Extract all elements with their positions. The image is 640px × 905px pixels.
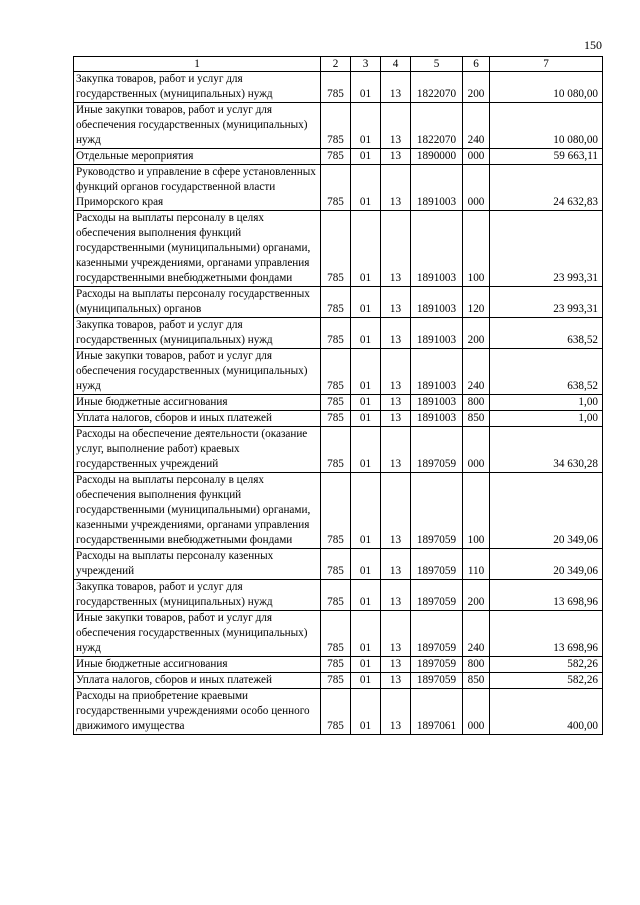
section-code-cell: 01 xyxy=(351,473,381,549)
amount-cell: 638,52 xyxy=(490,349,603,395)
subsection-code-cell: 13 xyxy=(381,427,411,473)
row-name-cell: Расходы на выплаты персоналу государственных (муниципальных) органов xyxy=(74,287,321,318)
ministry-code-cell: 785 xyxy=(321,427,351,473)
ministry-code-cell: 785 xyxy=(321,580,351,611)
target-article-cell: 1897061 xyxy=(411,689,463,735)
expense-type-cell: 120 xyxy=(463,287,490,318)
target-article-cell: 1890000 xyxy=(411,149,463,165)
row-name-cell: Иные закупки товаров, работ и услуг для обеспечения государственных (муниципальных) нужд xyxy=(74,103,321,149)
expense-type-cell: 100 xyxy=(463,473,490,549)
subsection-code-cell: 13 xyxy=(381,673,411,689)
ministry-code-cell: 785 xyxy=(321,165,351,211)
column-header: 1 xyxy=(74,57,321,72)
subsection-code-cell: 13 xyxy=(381,611,411,657)
expense-type-cell: 000 xyxy=(463,427,490,473)
row-name-cell: Расходы на обеспечение деятельности (оказание услуг, выполнение работ) краевых государственных учреждений xyxy=(74,427,321,473)
subsection-code-cell: 13 xyxy=(381,165,411,211)
amount-cell: 34 630,28 xyxy=(490,427,603,473)
subsection-code-cell: 13 xyxy=(381,149,411,165)
column-header: 2 xyxy=(321,57,351,72)
table-row xyxy=(74,349,603,395)
section-code-cell: 01 xyxy=(351,657,381,673)
row-name-cell: Отдельные мероприятия xyxy=(74,149,321,165)
ministry-code-cell: 785 xyxy=(321,473,351,549)
target-article-cell: 1897059 xyxy=(411,673,463,689)
section-code-cell: 01 xyxy=(351,673,381,689)
section-code-cell: 01 xyxy=(351,211,381,287)
target-article-cell: 1891003 xyxy=(411,211,463,287)
row-name-cell: Закупка товаров, работ и услуг для государственных (муниципальных) нужд xyxy=(74,72,321,103)
subsection-code-cell: 13 xyxy=(381,411,411,427)
ministry-code-cell: 785 xyxy=(321,149,351,165)
table-row xyxy=(74,72,603,103)
table-row xyxy=(74,395,603,411)
subsection-code-cell: 13 xyxy=(381,689,411,735)
expense-type-cell: 800 xyxy=(463,395,490,411)
row-name-cell: Иные закупки товаров, работ и услуг для обеспечения государственных (муниципальных) нужд xyxy=(74,349,321,395)
target-article-cell: 1891003 xyxy=(411,318,463,349)
header-row xyxy=(74,57,603,72)
amount-cell: 23 993,31 xyxy=(490,287,603,318)
subsection-code-cell: 13 xyxy=(381,72,411,103)
section-code-cell: 01 xyxy=(351,165,381,211)
section-code-cell: 01 xyxy=(351,349,381,395)
column-header: 3 xyxy=(351,57,381,72)
amount-cell: 24 632,83 xyxy=(490,165,603,211)
table-row xyxy=(74,165,603,211)
ministry-code-cell: 785 xyxy=(321,211,351,287)
table-row xyxy=(74,657,603,673)
row-name-cell: Уплата налогов, сборов и иных платежей xyxy=(74,673,321,689)
subsection-code-cell: 13 xyxy=(381,318,411,349)
row-name-cell: Расходы на выплаты персоналу в целях обеспечения выполнения функций государственными (муниципальными) органами, казенными учреждениями, органами управления государственными внебюджетными фондами xyxy=(74,473,321,549)
table-row xyxy=(74,549,603,580)
amount-cell: 638,52 xyxy=(490,318,603,349)
budget-table xyxy=(73,56,603,735)
amount-cell: 582,26 xyxy=(490,657,603,673)
section-code-cell: 01 xyxy=(351,549,381,580)
row-name-cell: Иные бюджетные ассигнования xyxy=(74,657,321,673)
amount-cell: 59 663,11 xyxy=(490,149,603,165)
row-name-cell: Закупка товаров, работ и услуг для государственных (муниципальных) нужд xyxy=(74,318,321,349)
section-code-cell: 01 xyxy=(351,580,381,611)
expense-type-cell: 240 xyxy=(463,349,490,395)
section-code-cell: 01 xyxy=(351,149,381,165)
section-code-cell: 01 xyxy=(351,395,381,411)
amount-cell: 13 698,96 xyxy=(490,580,603,611)
table-row xyxy=(74,580,603,611)
target-article-cell: 1891003 xyxy=(411,165,463,211)
expense-type-cell: 240 xyxy=(463,611,490,657)
ministry-code-cell: 785 xyxy=(321,395,351,411)
target-article-cell: 1891003 xyxy=(411,395,463,411)
row-name-cell: Руководство и управление в сфере установленных функций органов государственной власти Приморского края xyxy=(74,165,321,211)
table-body xyxy=(74,72,603,735)
section-code-cell: 01 xyxy=(351,611,381,657)
table-row xyxy=(74,411,603,427)
amount-cell: 10 080,00 xyxy=(490,72,603,103)
amount-cell: 13 698,96 xyxy=(490,611,603,657)
section-code-cell: 01 xyxy=(351,411,381,427)
expense-type-cell: 850 xyxy=(463,673,490,689)
table-row xyxy=(74,149,603,165)
row-name-cell: Расходы на выплаты персоналу в целях обеспечения выполнения функций государственными (муниципальными) органами, казенными учреждениями, органами управления государственными внебюджетными фондами xyxy=(74,211,321,287)
expense-type-cell: 110 xyxy=(463,549,490,580)
ministry-code-cell: 785 xyxy=(321,549,351,580)
row-name-cell: Уплата налогов, сборов и иных платежей xyxy=(74,411,321,427)
target-article-cell: 1897059 xyxy=(411,549,463,580)
target-article-cell: 1897059 xyxy=(411,580,463,611)
amount-cell: 10 080,00 xyxy=(490,103,603,149)
table-row xyxy=(74,211,603,287)
ministry-code-cell: 785 xyxy=(321,673,351,689)
amount-cell: 1,00 xyxy=(490,411,603,427)
section-code-cell: 01 xyxy=(351,427,381,473)
expense-type-cell: 000 xyxy=(463,165,490,211)
target-article-cell: 1822070 xyxy=(411,72,463,103)
amount-cell: 1,00 xyxy=(490,395,603,411)
subsection-code-cell: 13 xyxy=(381,211,411,287)
ministry-code-cell: 785 xyxy=(321,318,351,349)
ministry-code-cell: 785 xyxy=(321,349,351,395)
expense-type-cell: 000 xyxy=(463,689,490,735)
section-code-cell: 01 xyxy=(351,103,381,149)
section-code-cell: 01 xyxy=(351,287,381,318)
target-article-cell: 1897059 xyxy=(411,473,463,549)
subsection-code-cell: 13 xyxy=(381,549,411,580)
section-code-cell: 01 xyxy=(351,318,381,349)
subsection-code-cell: 13 xyxy=(381,473,411,549)
table-row xyxy=(74,673,603,689)
table-row xyxy=(74,103,603,149)
ministry-code-cell: 785 xyxy=(321,657,351,673)
column-header: 5 xyxy=(411,57,463,72)
section-code-cell: 01 xyxy=(351,72,381,103)
table-row xyxy=(74,611,603,657)
table-row xyxy=(74,427,603,473)
table-row xyxy=(74,318,603,349)
page-number: 150 xyxy=(584,38,602,52)
expense-type-cell: 200 xyxy=(463,72,490,103)
subsection-code-cell: 13 xyxy=(381,103,411,149)
amount-cell: 400,00 xyxy=(490,689,603,735)
row-name-cell: Закупка товаров, работ и услуг для государственных (муниципальных) нужд xyxy=(74,580,321,611)
target-article-cell: 1822070 xyxy=(411,103,463,149)
amount-cell: 582,26 xyxy=(490,673,603,689)
table-row xyxy=(74,287,603,318)
amount-cell: 20 349,06 xyxy=(490,473,603,549)
column-header: 4 xyxy=(381,57,411,72)
row-name-cell: Расходы на приобретение краевыми государственными учреждениями особо ценного движимого имущества xyxy=(74,689,321,735)
target-article-cell: 1891003 xyxy=(411,287,463,318)
target-article-cell: 1897059 xyxy=(411,657,463,673)
target-article-cell: 1897059 xyxy=(411,611,463,657)
column-header: 6 xyxy=(463,57,490,72)
expense-type-cell: 240 xyxy=(463,103,490,149)
table-row xyxy=(74,689,603,735)
column-header: 7 xyxy=(490,57,603,72)
ministry-code-cell: 785 xyxy=(321,689,351,735)
section-code-cell: 01 xyxy=(351,689,381,735)
target-article-cell: 1897059 xyxy=(411,427,463,473)
subsection-code-cell: 13 xyxy=(381,395,411,411)
row-name-cell: Расходы на выплаты персоналу казенных учреждений xyxy=(74,549,321,580)
expense-type-cell: 850 xyxy=(463,411,490,427)
subsection-code-cell: 13 xyxy=(381,580,411,611)
table-row xyxy=(74,473,603,549)
amount-cell: 23 993,31 xyxy=(490,211,603,287)
ministry-code-cell: 785 xyxy=(321,287,351,318)
expense-type-cell: 200 xyxy=(463,580,490,611)
expense-type-cell: 000 xyxy=(463,149,490,165)
ministry-code-cell: 785 xyxy=(321,411,351,427)
expense-type-cell: 200 xyxy=(463,318,490,349)
expense-type-cell: 100 xyxy=(463,211,490,287)
amount-cell: 20 349,06 xyxy=(490,549,603,580)
subsection-code-cell: 13 xyxy=(381,287,411,318)
subsection-code-cell: 13 xyxy=(381,349,411,395)
expense-type-cell: 800 xyxy=(463,657,490,673)
ministry-code-cell: 785 xyxy=(321,103,351,149)
ministry-code-cell: 785 xyxy=(321,611,351,657)
target-article-cell: 1891003 xyxy=(411,411,463,427)
target-article-cell: 1891003 xyxy=(411,349,463,395)
row-name-cell: Иные бюджетные ассигнования xyxy=(74,395,321,411)
row-name-cell: Иные закупки товаров, работ и услуг для обеспечения государственных (муниципальных) нужд xyxy=(74,611,321,657)
ministry-code-cell: 785 xyxy=(321,72,351,103)
subsection-code-cell: 13 xyxy=(381,657,411,673)
